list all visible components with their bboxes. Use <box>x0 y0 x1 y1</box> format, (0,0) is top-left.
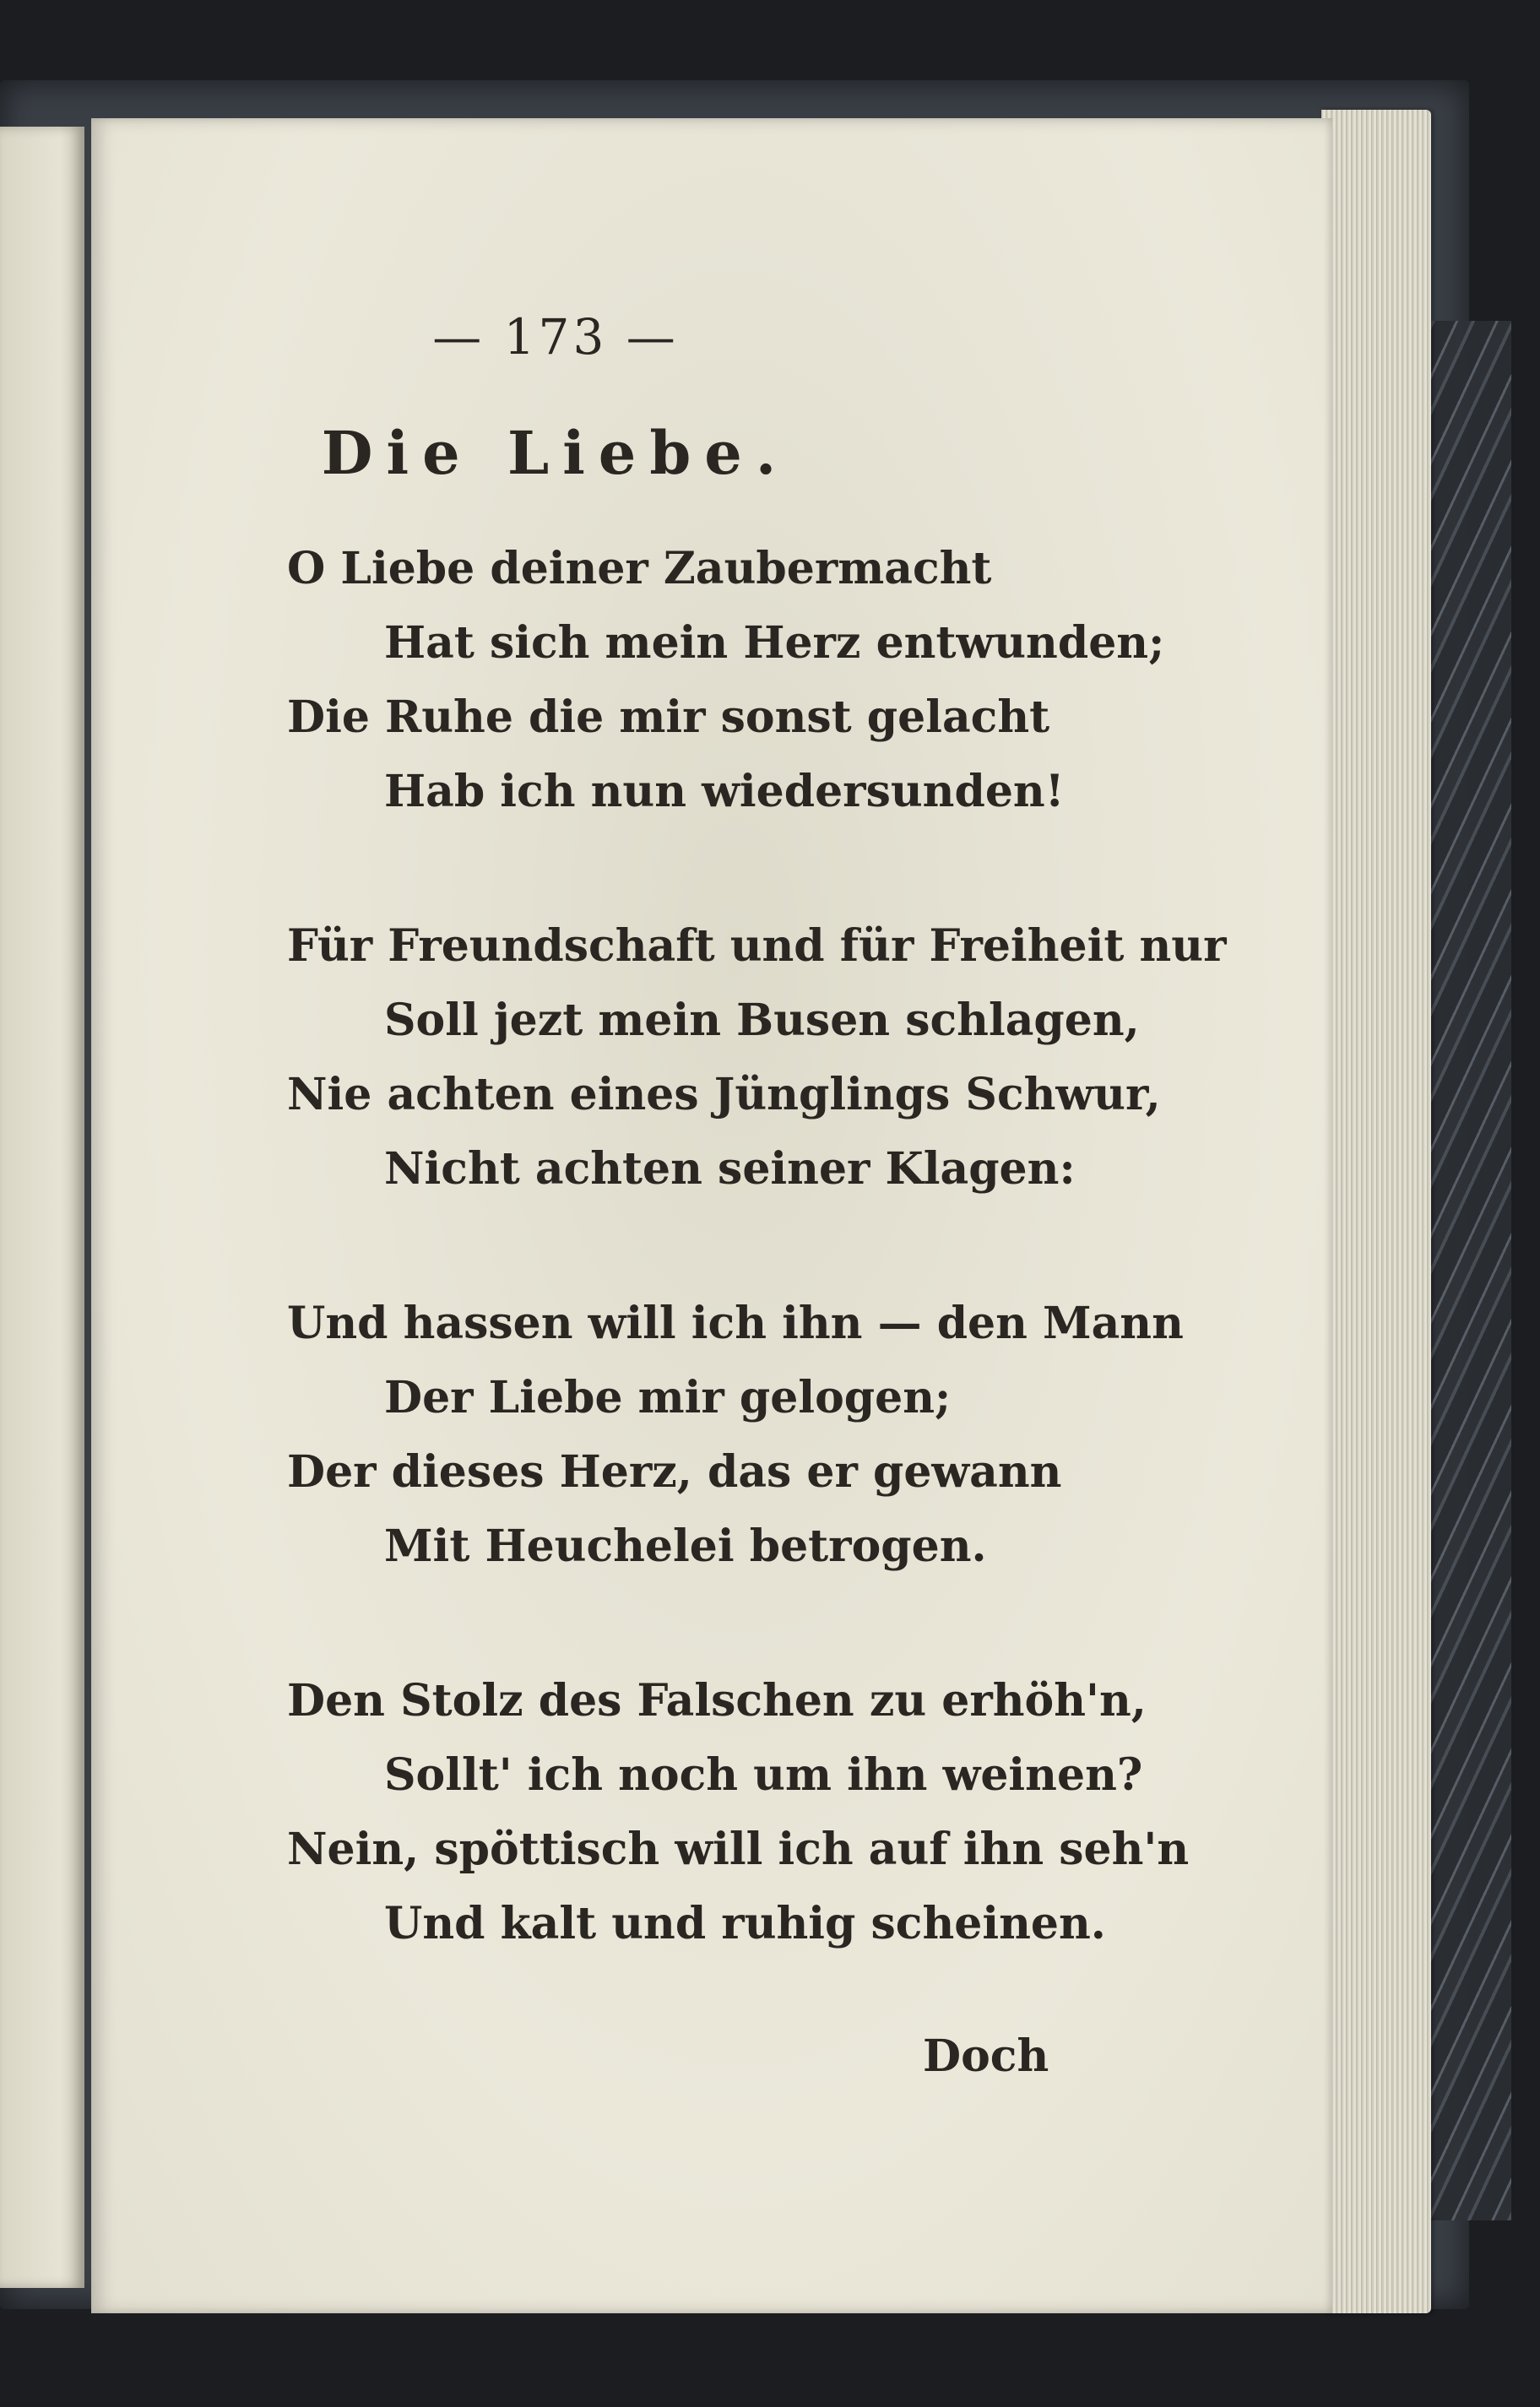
poem-line: Und hassen will ich ihn — den Mann <box>287 1298 1184 1349</box>
poem-line: Mit Heuchelei betrogen. <box>384 1521 987 1572</box>
poem-title: Die Liebe. <box>321 418 790 488</box>
poem-line: Der dieses Herz, das er gewann <box>287 1446 1062 1498</box>
poem-line: Den Stolz des Falschen zu erhöh'n, <box>287 1675 1147 1727</box>
poem-line: Soll jezt mein Busen schlagen, <box>384 995 1140 1046</box>
stanza <box>287 532 1165 829</box>
previous-page-edge <box>0 127 84 2288</box>
page-number-header: — 173 — <box>432 308 679 366</box>
poem-body <box>287 532 1227 2041</box>
poem-line: Hat sich mein Herz entwunden; <box>384 617 1165 669</box>
poem-line: Hab ich nun wiedersunden! <box>384 766 1065 817</box>
poem-line: Und kalt und ruhig scheinen. <box>384 1898 1106 1949</box>
poem-line: Sollt' ich noch um ihn weinen? <box>384 1749 1143 1801</box>
book-page <box>91 118 1332 2313</box>
poem-line: Der Liebe mir gelogen; <box>384 1372 952 1423</box>
poem-line: Für Freundschaft und für Freiheit nur <box>287 920 1227 972</box>
stanza <box>287 1664 1190 1961</box>
marbled-cover-edge <box>1418 321 1511 2220</box>
poem-line: Die Ruhe die mir sonst gelacht <box>287 691 1050 743</box>
stacked-page-edges <box>1321 110 1431 2313</box>
poem-line: Nein, spöttisch will ich auf ihn seh'n <box>287 1824 1190 1875</box>
poem-line: O Liebe deiner Zaubermacht <box>287 543 992 594</box>
stanza <box>287 1287 1184 1584</box>
poem-line: Nicht achten seiner Klagen: <box>384 1143 1076 1195</box>
poem-line: Nie achten eines Jünglings Schwur, <box>287 1069 1161 1120</box>
catchword: Doch <box>923 2030 1049 2082</box>
stanza <box>287 909 1227 1206</box>
